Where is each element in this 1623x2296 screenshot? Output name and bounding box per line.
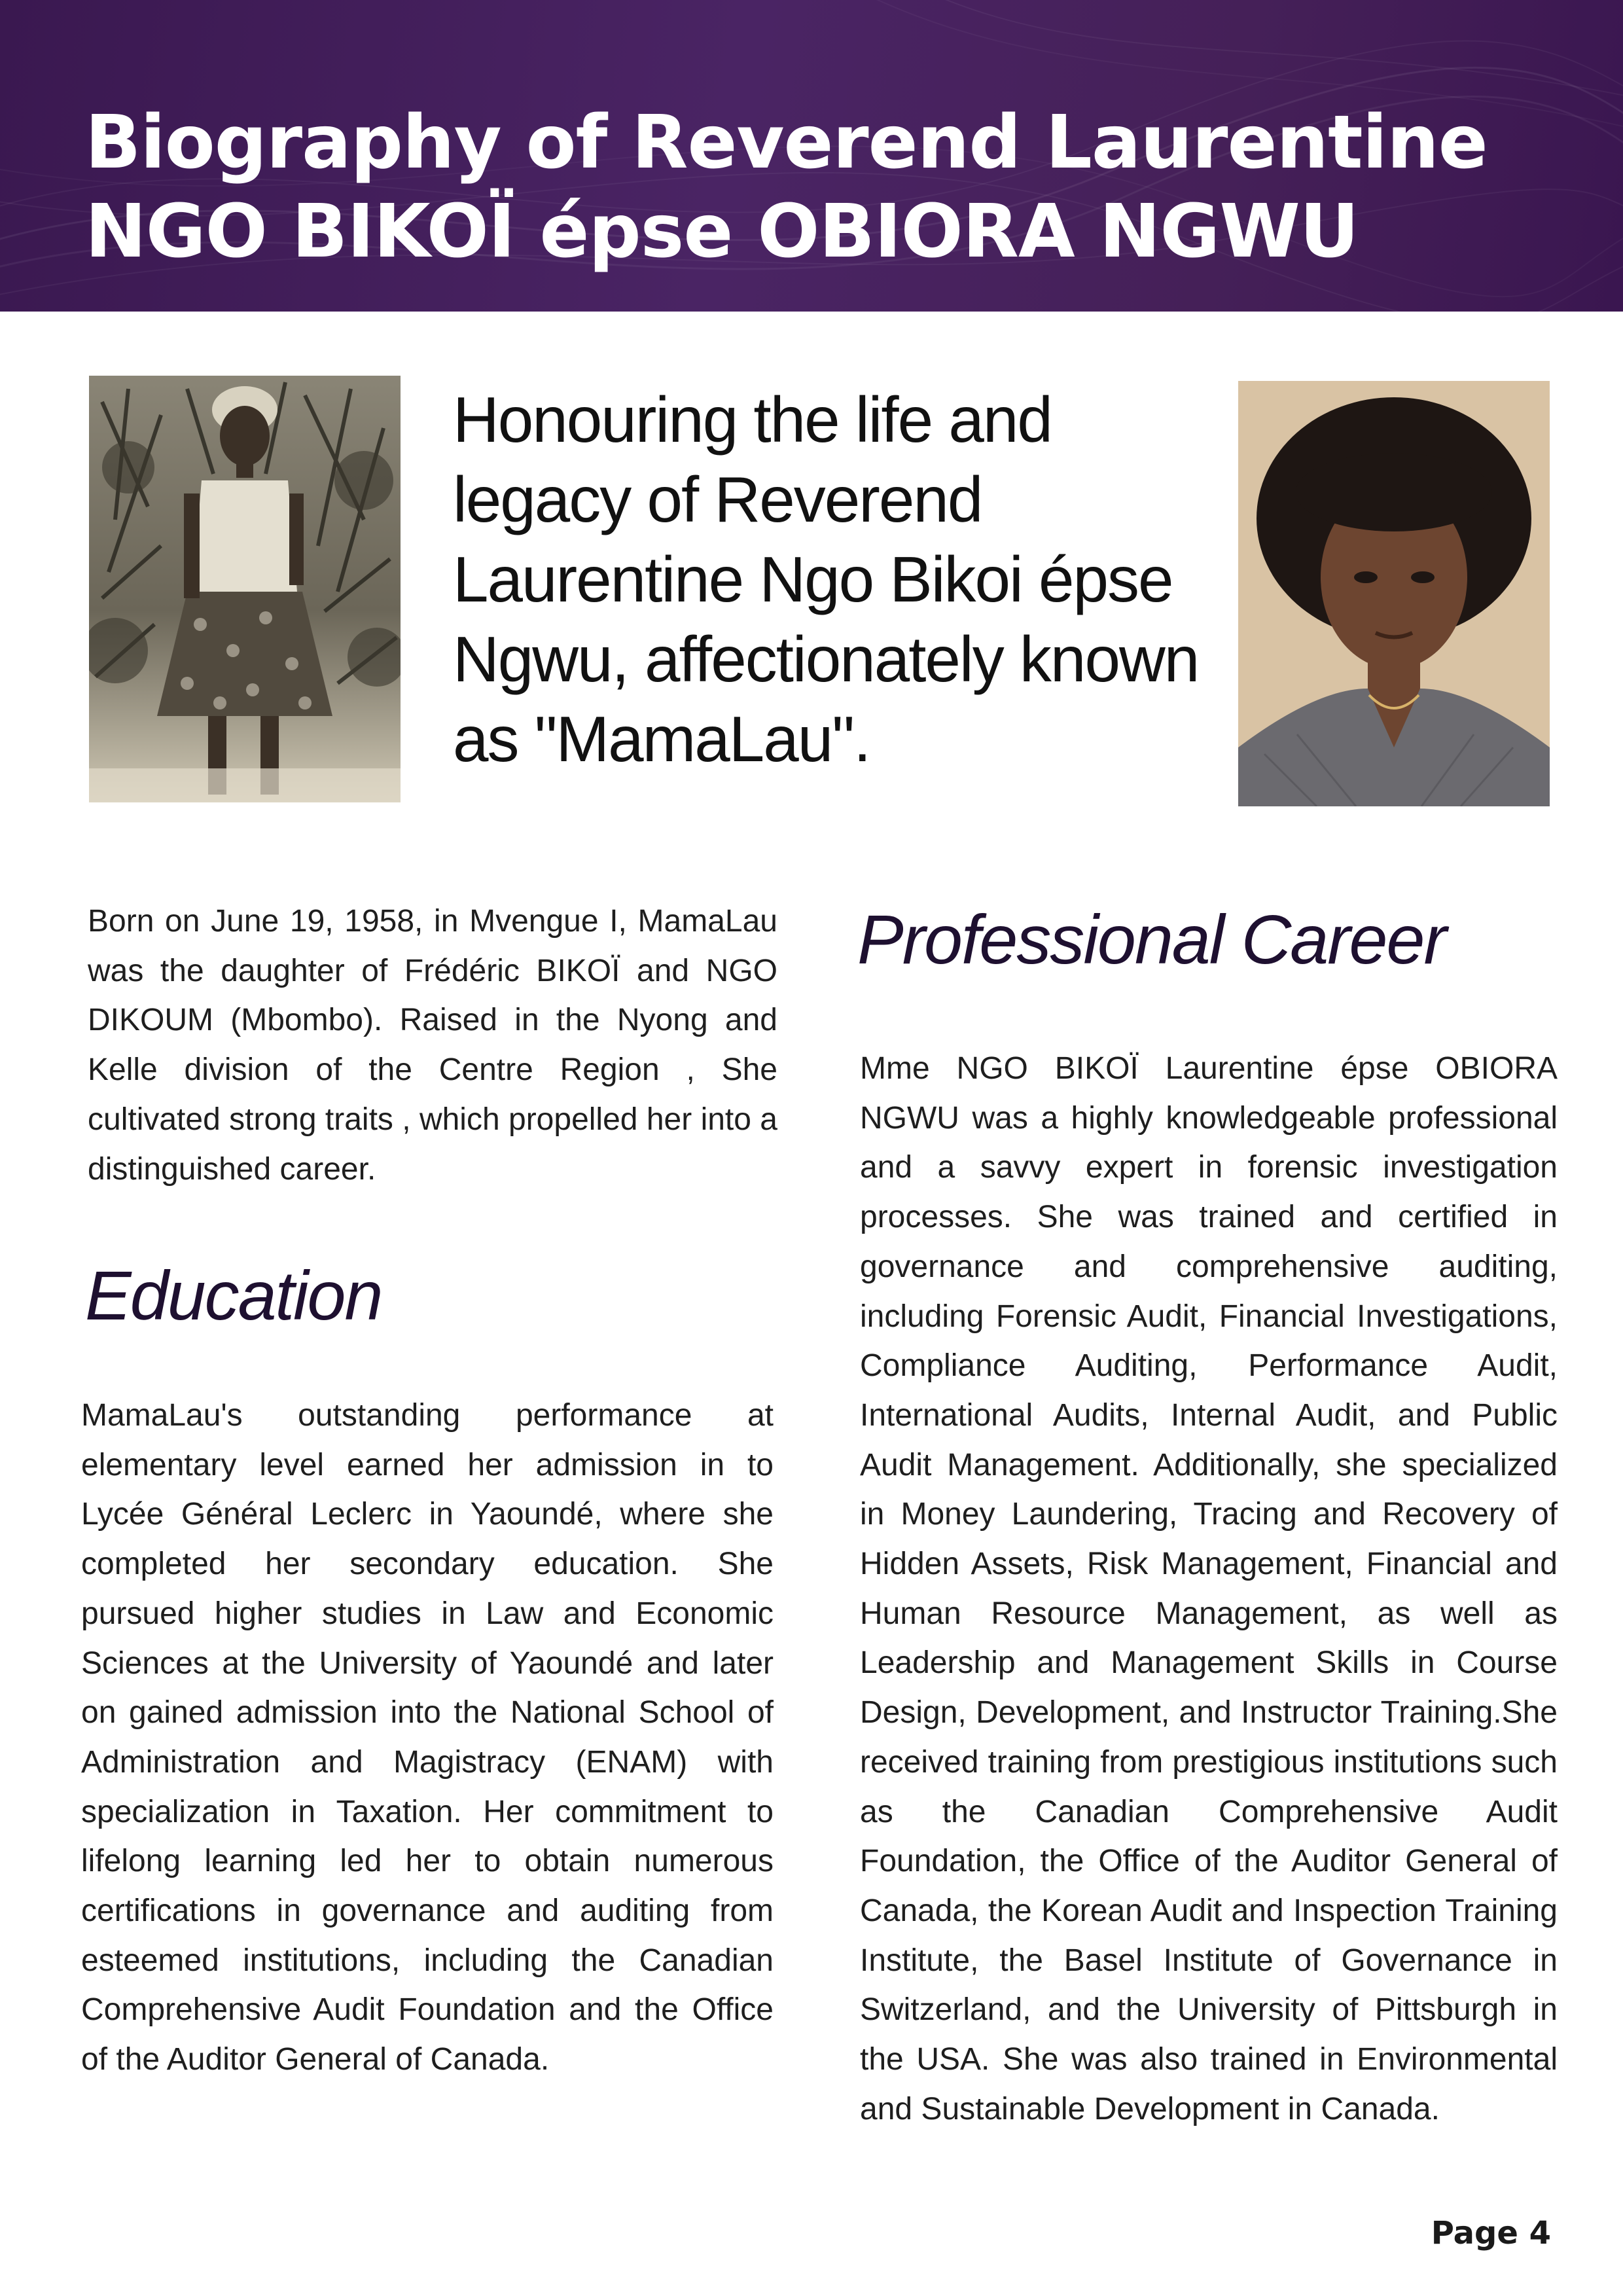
portrait-photo-young	[89, 376, 401, 802]
career-paragraph: Mme NGO BIKOÏ Laurentine épse OBIORA NGWU was a highly knowledgeable professional and a savvy expert in forensic investigation processes. She was trained and certified in governance and comprehensive auditing, including Forensic Audit, Financial Investigations, Compliance Auditing, Performance Audit, International Audits, Internal Audit, and Public Audit Management. Additionally, she specialized in Money Laundering, Tracing and Recovery of Hidden Assets, Risk Management, Financial and Human Resource Management, as well as Leadership and Management Skills in Course Design, Development, and Instructor Training.She received training from prestigious institutions such as the Canadian Comprehensive Audit Foundation, the Office of the Auditor General of Canada, the Korean Audit and Inspection Training Institute, the Basel Institute of Governance in Switzerland, and the University of Pittsburgh in the USA. She was also trained in Environmental and Sustainable Development in Canada.	[860, 1051, 1558, 2126]
header-banner	[0, 0, 1623, 312]
page-number: Page 4	[1431, 2215, 1551, 2251]
intro-paragraph: Born on June 19, 1958, in Mvengue I, MamaLau was the daughter of Frédéric BIKOÏ and NGO DIKOUM (Mbombo). Raised in the Nyong and Kelle division of the Centre Region , She cultivated strong traits , which propelled her into a distinguished career.	[88, 904, 777, 1187]
page-title: Biography of Reverend Laurentine NGO BIKOÏ épse OBIORA NGWU	[85, 100, 1488, 274]
education-paragraph: MamaLau's outstanding performance at elementary level earned her admission in to Lycée Général Leclerc in Yaoundé, where she completed her secondary education. She pursued higher studies in Law and Economic Sciences at the University of Yaoundé and later on gained admission into the National School of Administration and Magistracy (ENAM) with specialization in Taxation. Her commitment to lifelong learning led her to obtain numerous certifications in governance and auditing from esteemed institutions, including the Canadian Comprehensive Audit Foundation and the Office of the Auditor General of Canada.	[81, 1398, 774, 2077]
education-heading: Education	[85, 1257, 382, 1335]
tribute-text: Honouring the life and legacy of Reverend Laurentine Ngo Bikoi épse Ngwu, affectionately known as "MamaLau".	[453, 384, 1199, 775]
portrait-photo-adult	[1238, 381, 1550, 806]
career-heading: Professional Career	[857, 901, 1446, 978]
